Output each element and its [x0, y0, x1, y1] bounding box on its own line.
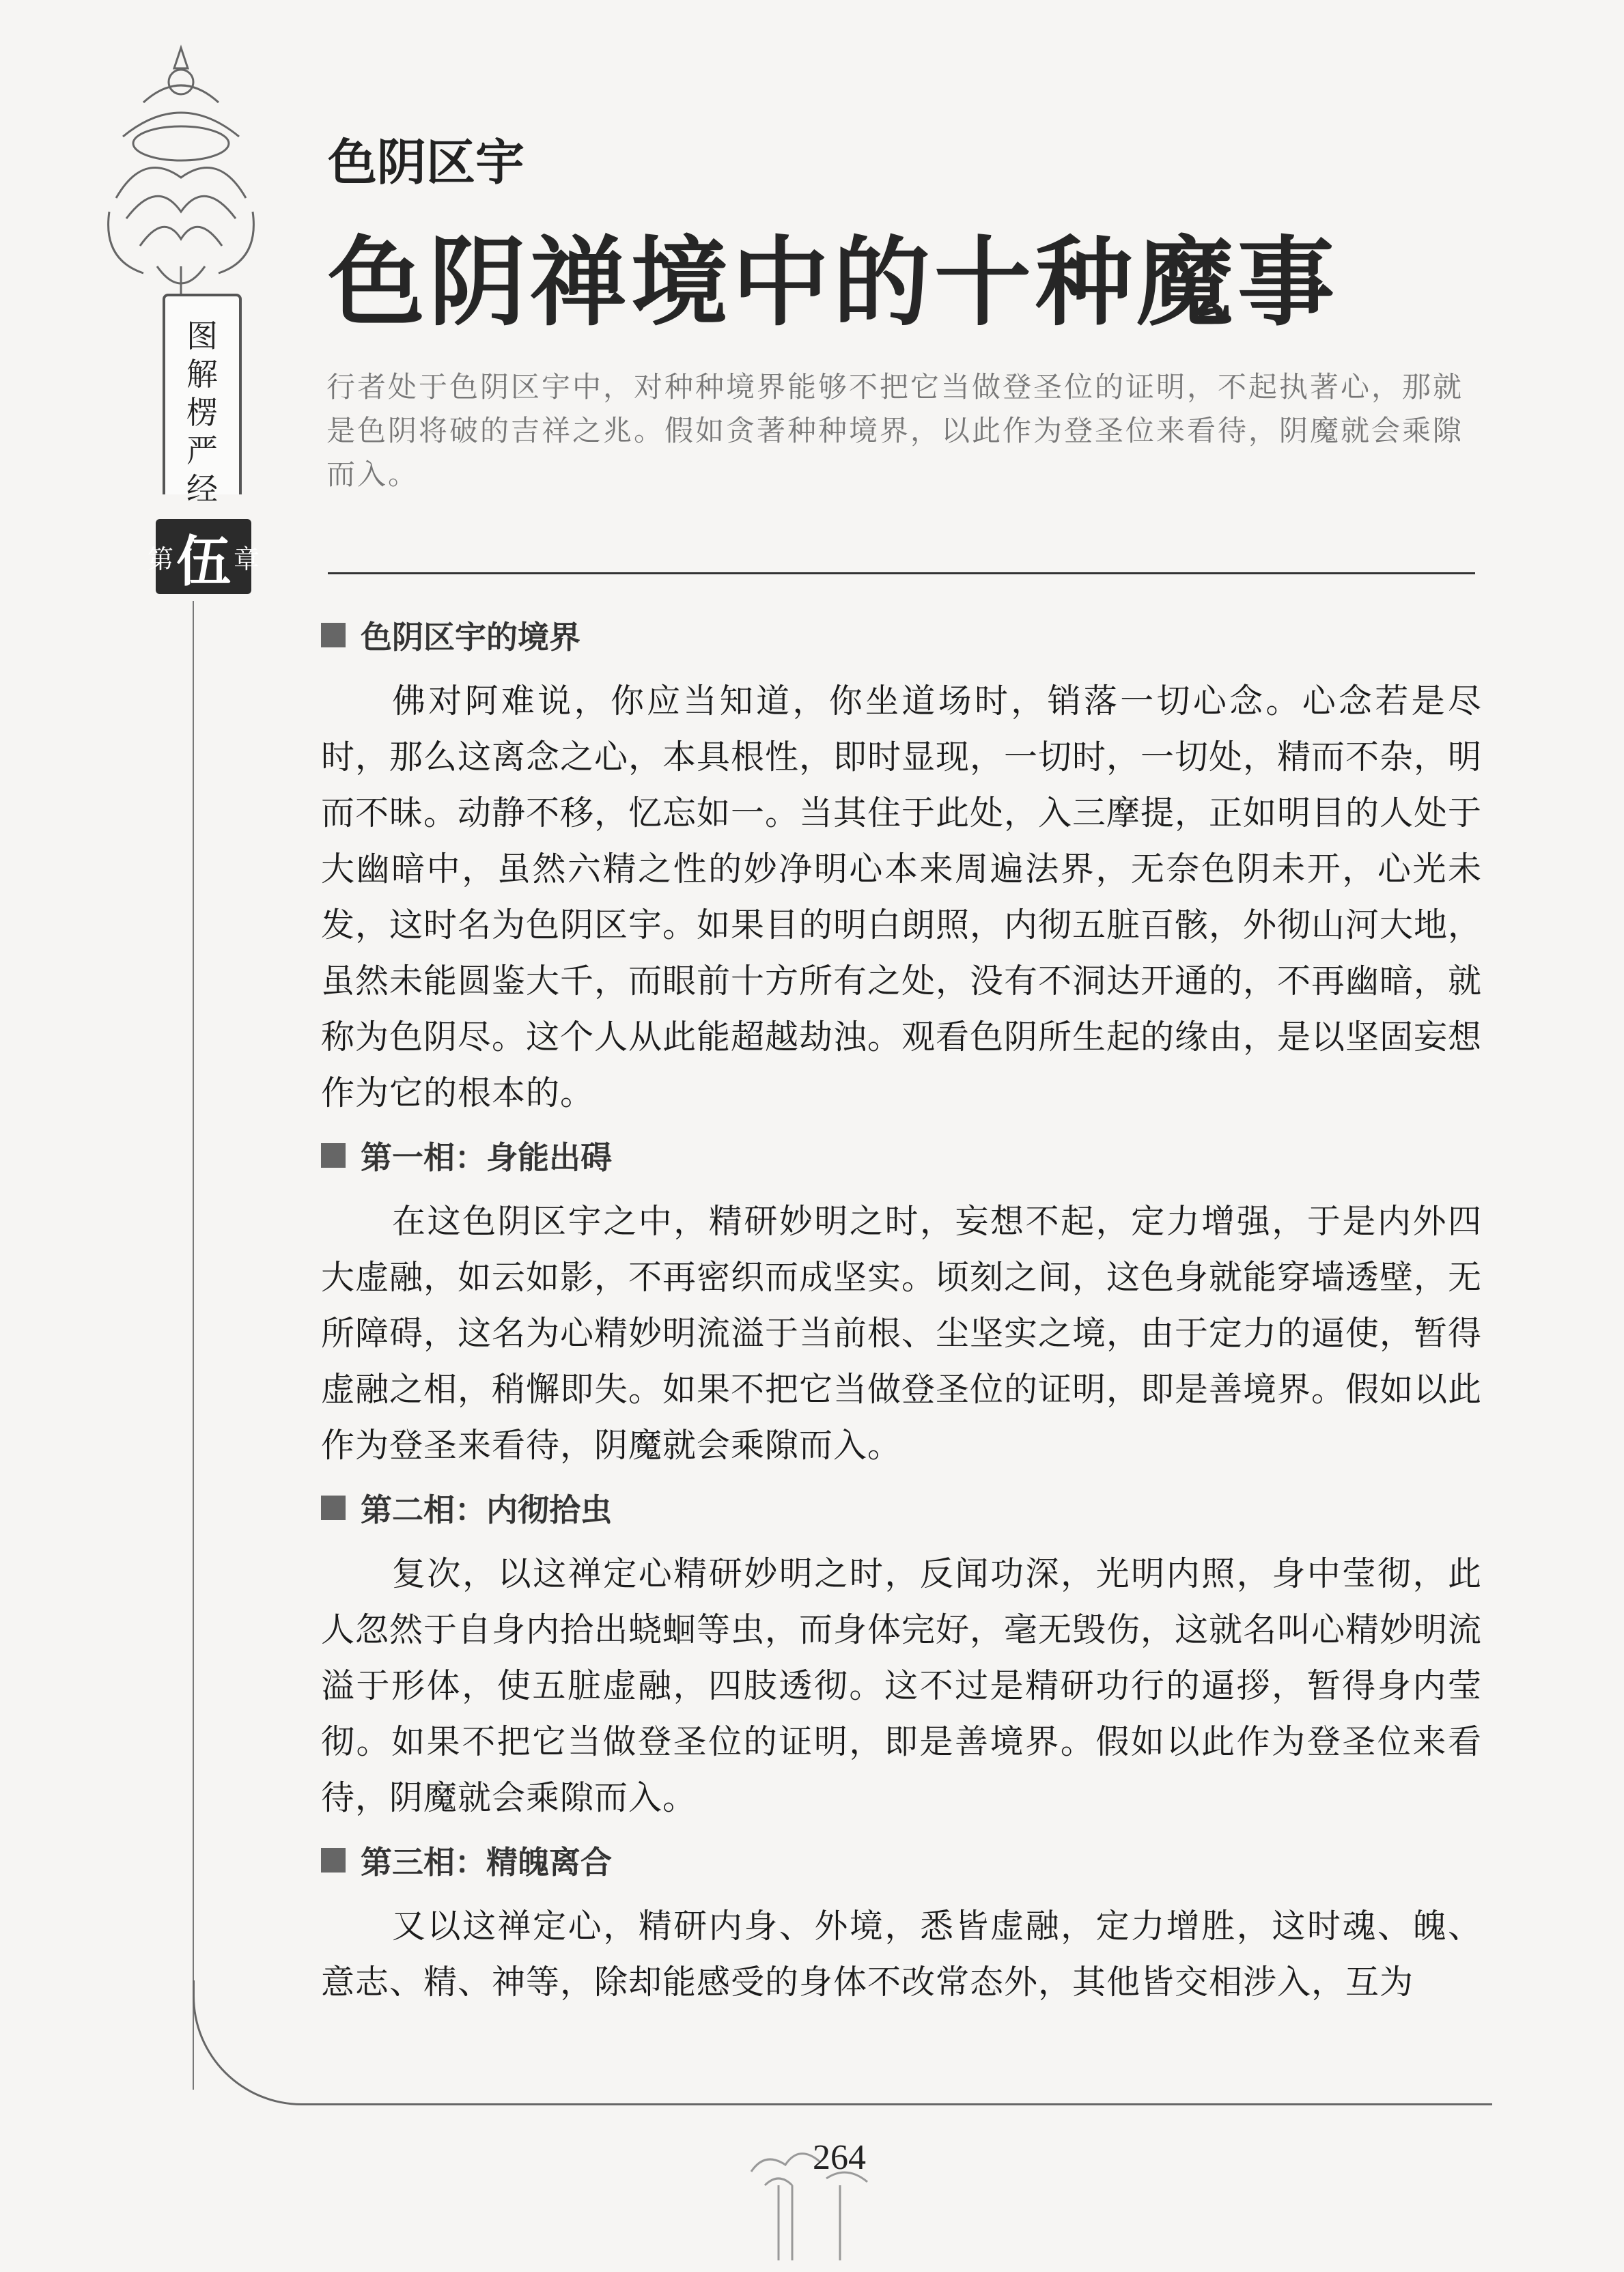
square-bullet-icon	[321, 1143, 346, 1168]
intro-paragraph: 行者处于色阴区宇中，对种种境界能够不把它当做登圣位的证明，不起执著心，那就是色阴将破的吉祥之兆。假如贪著种种境界，以此作为登圣位来看待，阴魔就会乘隙而入。	[326, 370, 1464, 491]
section-heading-text: 色阴区宇的境界	[361, 619, 580, 656]
chapter-number: 伍	[176, 529, 231, 593]
square-bullet-icon	[321, 1496, 346, 1520]
section-paragraph: 在这色阴区宇之中，精研妙明之时，妄想不起，定力增强，于是内外四大虚融，如云如影，不再密织而成坚实。顷刻之间，这色身就能穿墙透壁，无所障碍，这名为心精妙明流溢于当前根、尘坚实之境，由于定力的逼使，暂得虚融之相，稍懈即失。如果不把它当做登圣位的证明，即是善境界。假如以此作为登圣来看待，阴魔就会乘隙而入。	[321, 1202, 1483, 1465]
section-subtitle: 色阴区宇	[328, 134, 525, 191]
book-title-label: 图解楞严经	[186, 318, 218, 507]
main-content	[321, 615, 1482, 2024]
section-paragraph: 复次，以这禅定心精研妙明之时，反闻功深，光明内照，身中莹彻，此人忽然于自身内拾出蛲蛔等虫，而身体完好，毫无毁伤，这就名叫心精妙明流溢于形体，使五脏虚融，四肢透彻。这不过是精研功行的逼拶，暂得身内莹彻。如果不把它当做登圣位的证明，即是善境界。假如以此作为登圣位来看待，阴魔就会乘隙而入。	[321, 1554, 1483, 1817]
book-title-tab	[163, 294, 242, 507]
chapter-tab	[147, 519, 260, 594]
section-heading	[321, 1135, 1482, 1176]
section	[321, 1135, 1482, 1474]
section-heading-text: 第二相：内彻拾虫	[361, 1491, 612, 1528]
page-number: 264	[813, 2138, 866, 2177]
square-bullet-icon	[321, 623, 346, 647]
margin-line	[193, 601, 194, 2090]
divider	[328, 572, 1475, 574]
section	[321, 615, 1482, 1121]
section-heading-text: 第一相：身能出碍	[361, 1139, 612, 1176]
chapter-prefix: 第	[147, 544, 173, 574]
section	[321, 1487, 1482, 1826]
section-paragraph: 又以这禅定心，精研内身、外境，悉皆虚融，定力增胜，这时魂、魄、意志、精、神等，除却能感受的身体不改常态外，其他皆交相涉入，互为	[321, 1907, 1482, 2002]
section-heading	[321, 615, 1482, 656]
section-heading-text: 第三相：精魄离合	[361, 1844, 612, 1881]
square-bullet-icon	[321, 1848, 346, 1873]
section-paragraph: 佛对阿难说，你应当知道，你坐道场时，销落一切心念。心念若是尽时，那么这离念之心，本具根性，即时显现，一切时，一切处，精而不杂，明而不昧。动静不移，忆忘如一。当其住于此处，入三摩提，正如明目的人处于大幽暗中，虽然六精之性的妙净明心本来周遍法界，无奈色阴未开，心光未发，这时名为色阴区宇。如果目的明白朗照，内彻五脏百骸，外彻山河大地，虽然未能圆鉴大千，而眼前十方所有之处，没有不洞达开通的，不再幽暗，就称为色阴尽。这个人从此能超越劫浊。观看色阴所生起的缘由，是以坚固妄想作为它的根本的。	[321, 682, 1483, 1112]
section	[321, 1840, 1482, 2010]
section-heading	[321, 1840, 1482, 1881]
section-heading	[321, 1487, 1482, 1528]
chapter-suffix: 章	[234, 544, 260, 574]
lotus-ornament-icon	[102, 41, 260, 328]
page-title: 色阴禅境中的十种魔事	[328, 226, 1339, 339]
